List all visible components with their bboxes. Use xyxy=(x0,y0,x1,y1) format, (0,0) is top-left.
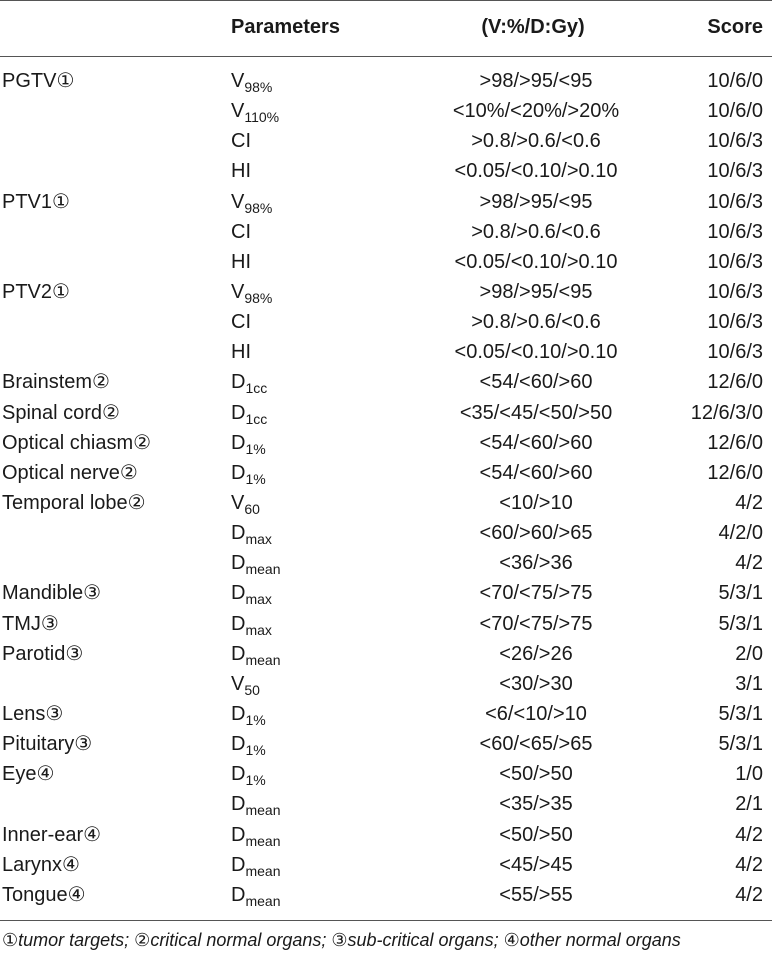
parameter-cell xyxy=(231,458,266,488)
parameter-subscript: 1cc xyxy=(245,380,268,397)
score-cell: 12/6/0 xyxy=(707,461,763,484)
header-score: Score xyxy=(707,16,763,38)
threshold-values: >98/>95/<95 xyxy=(479,280,593,303)
parameter-cell xyxy=(231,820,280,850)
table-row xyxy=(0,337,772,367)
structure-name: PTV2① xyxy=(2,280,70,303)
structure-name: Tongue④ xyxy=(2,883,86,906)
parameter-symbol: V xyxy=(231,491,245,514)
structure-name: TMJ③ xyxy=(2,612,59,635)
parameter-symbol: CI xyxy=(231,130,251,153)
parameter-subscript: max xyxy=(245,591,272,608)
parameter-symbol: D xyxy=(231,642,246,665)
bottom-rule xyxy=(0,920,772,921)
parameter-symbol: D xyxy=(231,883,246,906)
threshold-values: >0.8/>0.6/<0.6 xyxy=(471,130,601,153)
parameter-symbol: CI xyxy=(231,311,251,334)
table-row xyxy=(0,699,772,729)
threshold-values: >98/>95/<95 xyxy=(479,190,593,213)
score-cell: 5/3/1 xyxy=(718,702,763,725)
header-values: (V:%/D:Gy) xyxy=(481,16,585,38)
parameter-cell xyxy=(231,639,280,669)
parameter-symbol: CI xyxy=(231,220,251,243)
structure-name: Spinal cord② xyxy=(2,401,120,424)
score-cell: 10/6/0 xyxy=(707,100,763,123)
table-header xyxy=(0,0,772,56)
score-cell: 1/0 xyxy=(735,763,763,786)
score-cell: 10/6/3 xyxy=(707,250,763,273)
score-cell: 12/6/0 xyxy=(707,371,763,394)
parameter-subscript: mean xyxy=(245,802,281,819)
threshold-values: <54/<60/>60 xyxy=(479,431,593,454)
parameter-symbol: HI xyxy=(231,341,251,364)
parameter-symbol: D xyxy=(231,763,246,786)
parameter-symbol: V xyxy=(231,100,245,123)
score-cell: 10/6/3 xyxy=(707,280,763,303)
table-row xyxy=(0,126,772,156)
threshold-values: >0.8/>0.6/<0.6 xyxy=(471,220,601,243)
score-cell: 10/6/3 xyxy=(707,190,763,213)
score-cell: 10/6/3 xyxy=(707,160,763,183)
threshold-values: <0.05/<0.10/>0.10 xyxy=(454,250,618,273)
table-row xyxy=(0,428,772,458)
threshold-values: <26/>26 xyxy=(499,642,573,665)
parameter-cell xyxy=(231,156,251,186)
parameter-cell xyxy=(231,187,272,217)
parameter-symbol: HI xyxy=(231,250,251,273)
threshold-values: <30/>30 xyxy=(499,672,573,695)
parameter-subscript: 1% xyxy=(245,440,266,457)
score-cell: 4/2 xyxy=(735,853,763,876)
parameter-symbol: D xyxy=(231,793,246,816)
parameter-subscript: 98% xyxy=(244,199,273,216)
header-rule xyxy=(0,56,772,57)
parameter-subscript: 1% xyxy=(245,711,266,728)
score-cell: 10/6/3 xyxy=(707,220,763,243)
parameter-cell xyxy=(231,578,272,608)
threshold-values: <50/>50 xyxy=(499,823,573,846)
parameter-symbol: V xyxy=(231,280,245,303)
structure-name: Parotid③ xyxy=(2,642,84,665)
parameter-cell xyxy=(231,126,251,156)
threshold-values: <60/<65/>65 xyxy=(479,733,593,756)
parameter-symbol: HI xyxy=(231,160,251,183)
parameter-subscript: 1cc xyxy=(245,410,268,427)
parameter-cell xyxy=(231,428,266,458)
table-row xyxy=(0,367,772,397)
parameter-symbol: V xyxy=(231,70,245,92)
table-row xyxy=(0,398,772,428)
threshold-values: <35/>35 xyxy=(499,793,573,816)
score-cell: 4/2/0 xyxy=(718,522,763,545)
score-cell: 4/2 xyxy=(735,552,763,575)
threshold-values: <0.05/<0.10/>0.10 xyxy=(454,341,618,364)
table-row xyxy=(0,156,772,186)
threshold-values: <70/<75/>75 xyxy=(479,612,593,635)
parameter-cell xyxy=(231,398,267,428)
table-row xyxy=(0,880,772,910)
parameter-symbol: D xyxy=(231,582,246,605)
parameter-subscript: 98% xyxy=(244,79,273,95)
threshold-values: <54/<60/>60 xyxy=(479,371,593,394)
table-row xyxy=(0,307,772,337)
table-row xyxy=(0,458,772,488)
structure-name: Lens③ xyxy=(2,702,64,725)
table-row xyxy=(0,66,772,96)
parameter-cell xyxy=(231,518,272,548)
parameter-cell xyxy=(231,217,251,247)
threshold-values: <36/>36 xyxy=(499,552,573,575)
table-row xyxy=(0,217,772,247)
parameter-cell xyxy=(231,307,251,337)
parameter-symbol: D xyxy=(231,431,246,454)
threshold-values: <10/>10 xyxy=(499,491,573,514)
score-cell: 10/6/0 xyxy=(707,70,763,92)
threshold-values: <10%/<20%/>20% xyxy=(452,100,620,123)
parameter-symbol: D xyxy=(231,612,246,635)
parameter-subscript: 50 xyxy=(244,681,260,698)
parameter-cell xyxy=(231,609,272,639)
parameter-cell xyxy=(231,669,260,699)
parameter-subscript: 1% xyxy=(245,742,266,759)
parameter-symbol: V xyxy=(231,190,245,213)
score-cell: 5/3/1 xyxy=(718,582,763,605)
parameter-subscript: mean xyxy=(245,862,281,879)
score-cell: 4/2 xyxy=(735,823,763,846)
score-cell: 5/3/1 xyxy=(718,733,763,756)
structure-name: Optical chiasm② xyxy=(2,431,152,454)
table-row xyxy=(0,609,772,639)
score-cell: 12/6/0 xyxy=(707,431,763,454)
parameter-cell xyxy=(231,789,280,819)
table-row xyxy=(0,789,772,819)
table-row xyxy=(0,518,772,548)
table-row xyxy=(0,488,772,518)
parameter-subscript: mean xyxy=(245,832,281,849)
parameter-subscript: max xyxy=(245,621,272,638)
parameter-subscript: 98% xyxy=(244,289,273,306)
table-row xyxy=(0,187,772,217)
threshold-values: <50/>50 xyxy=(499,763,573,786)
table-row xyxy=(0,850,772,880)
parameter-subscript: max xyxy=(245,531,272,548)
structure-name: PGTV① xyxy=(2,70,75,92)
score-cell: 10/6/3 xyxy=(707,311,763,334)
threshold-values: <60/>60/>65 xyxy=(479,522,593,545)
structure-name: Temporal lobe② xyxy=(2,491,146,514)
parameter-cell xyxy=(231,759,266,789)
table-row xyxy=(0,669,772,699)
parameter-cell xyxy=(231,850,280,880)
parameter-symbol: D xyxy=(231,823,246,846)
parameter-cell xyxy=(231,729,266,759)
parameter-subscript: 1% xyxy=(245,470,266,487)
parameter-cell xyxy=(231,337,251,367)
score-cell: 4/2 xyxy=(735,883,763,906)
score-cell: 2/1 xyxy=(735,793,763,816)
threshold-values: <55/>55 xyxy=(499,883,573,906)
parameter-symbol: D xyxy=(231,461,246,484)
parameter-cell xyxy=(231,880,280,910)
score-cell: 12/6/3/0 xyxy=(690,401,763,424)
parameter-cell xyxy=(231,66,272,96)
parameter-cell xyxy=(231,548,280,578)
parameter-symbol: D xyxy=(231,702,246,725)
header-parameters: Parameters xyxy=(231,16,340,38)
score-cell: 2/0 xyxy=(735,642,763,665)
parameter-cell xyxy=(231,247,251,277)
threshold-values: <45/>45 xyxy=(499,853,573,876)
parameter-subscript: 110% xyxy=(244,109,280,126)
table-footnote: ①tumor targets; ②critical normal organs; ③sub-critical organs; ④other normal organs xyxy=(2,930,681,950)
threshold-values: <6/<10/>10 xyxy=(485,702,587,725)
table-row xyxy=(0,729,772,759)
threshold-values: <54/<60/>60 xyxy=(479,461,593,484)
threshold-values: <70/<75/>75 xyxy=(479,582,593,605)
parameter-subscript: mean xyxy=(245,561,281,578)
parameter-symbol: D xyxy=(231,401,246,424)
table-row xyxy=(0,247,772,277)
parameter-cell xyxy=(231,367,267,397)
threshold-values: <0.05/<0.10/>0.10 xyxy=(454,160,618,183)
table-body xyxy=(0,66,772,910)
score-cell: 10/6/3 xyxy=(707,130,763,153)
parameter-symbol: V xyxy=(231,672,245,695)
parameter-symbol: D xyxy=(231,522,246,545)
structure-name: Pituitary③ xyxy=(2,733,93,756)
structure-name: Eye④ xyxy=(2,763,55,786)
table-row xyxy=(0,820,772,850)
table-row xyxy=(0,639,772,669)
structure-name: Mandible③ xyxy=(2,582,102,605)
score-cell: 4/2 xyxy=(735,491,763,514)
structure-name: PTV1① xyxy=(2,190,70,213)
parameter-symbol: D xyxy=(231,853,246,876)
parameter-subscript: mean xyxy=(245,892,281,909)
parameter-symbol: D xyxy=(231,733,246,756)
structure-name: Inner-ear④ xyxy=(2,823,102,846)
threshold-values: >0.8/>0.6/<0.6 xyxy=(471,311,601,334)
score-cell: 10/6/3 xyxy=(707,341,763,364)
score-cell: 3/1 xyxy=(735,672,763,695)
structure-name: Optical nerve② xyxy=(2,461,138,484)
table-row xyxy=(0,277,772,307)
table-row xyxy=(0,96,772,126)
parameter-symbol: D xyxy=(231,552,246,575)
parameter-cell xyxy=(231,96,279,126)
parameter-subscript: 1% xyxy=(245,772,266,789)
threshold-values: >98/>95/<95 xyxy=(479,70,593,92)
parameter-cell xyxy=(231,699,266,729)
score-cell: 5/3/1 xyxy=(718,612,763,635)
parameter-symbol: D xyxy=(231,371,246,394)
table-row xyxy=(0,759,772,789)
table-row xyxy=(0,578,772,608)
structure-name: Brainstem② xyxy=(2,371,110,394)
threshold-values: <35/<45/<50/>50 xyxy=(459,401,613,424)
parameter-subscript: mean xyxy=(245,651,281,668)
parameter-cell xyxy=(231,488,260,518)
table-row xyxy=(0,548,772,578)
structure-name: Larynx④ xyxy=(2,853,80,876)
parameter-subscript: 60 xyxy=(244,500,260,517)
parameter-cell xyxy=(231,277,272,307)
